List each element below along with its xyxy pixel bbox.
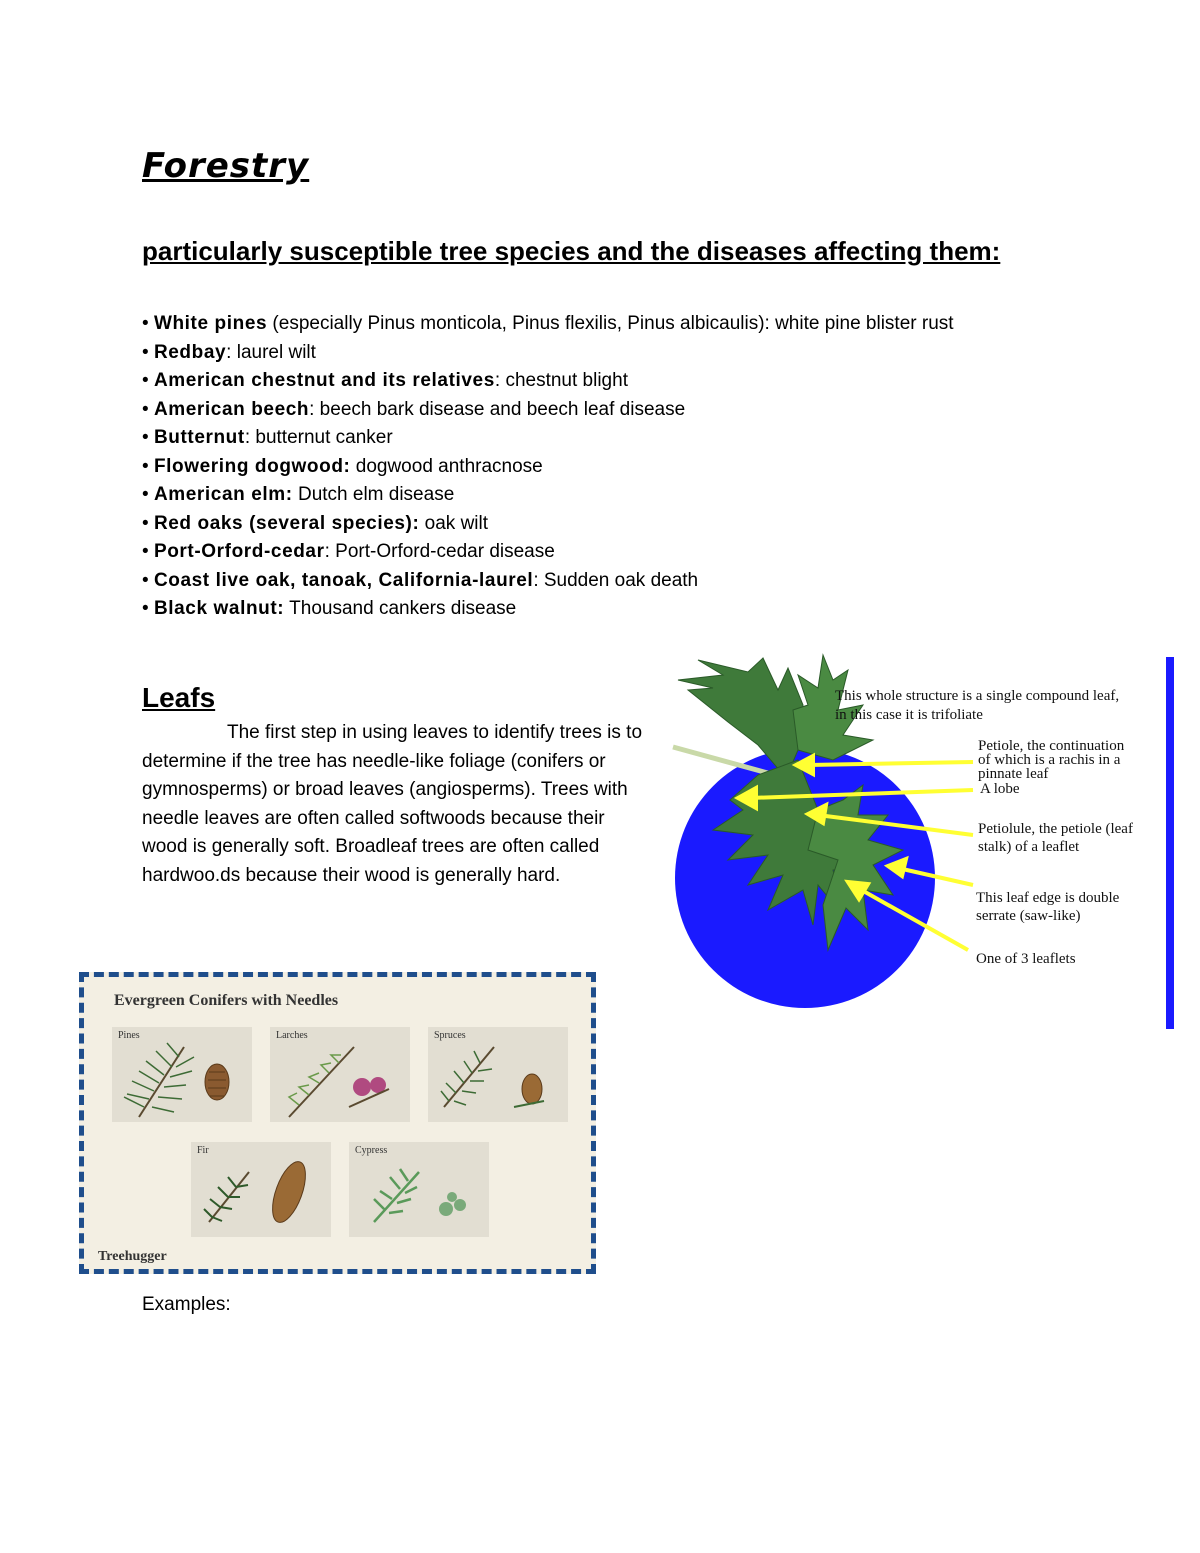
label-compound-leaf-1: This whole structure is a single compound leaf, bbox=[835, 688, 1120, 704]
page-title: Forestry bbox=[142, 146, 310, 186]
panel-cypress bbox=[349, 1142, 489, 1237]
list-item: • Flowering dogwood: dogwood anthracnose bbox=[142, 455, 543, 477]
conifers-title: Evergreen Conifers with Needles bbox=[114, 992, 339, 1009]
panel-pines bbox=[112, 1027, 252, 1122]
panel-larches bbox=[270, 1027, 410, 1122]
list-item: • White pines (especially Pinus monticola, Pinus flexilis, Pinus albicaulis): white pine blister rust bbox=[142, 313, 954, 334]
list-item: • Red oaks (several species): oak wilt bbox=[142, 512, 489, 534]
treehugger-logo: Treehugger bbox=[98, 1249, 167, 1264]
list-item: • Redbay: laurel wilt bbox=[142, 341, 316, 363]
list-item: • Black walnut: Thousand cankers disease bbox=[142, 598, 517, 619]
svg-text:Larches: Larches bbox=[276, 1030, 308, 1041]
conifers-figure bbox=[79, 972, 596, 1274]
list-item: • Butternut: butternut canker bbox=[142, 427, 393, 448]
svg-text:Pines: Pines bbox=[118, 1030, 140, 1041]
svg-text:Spruces: Spruces bbox=[434, 1030, 466, 1041]
svg-text:A lobe: A lobe bbox=[980, 781, 1020, 797]
examples-label: Examples: bbox=[142, 1294, 231, 1315]
list-item: • American elm: Dutch elm disease bbox=[142, 484, 455, 505]
list-item: • American chestnut and its relatives: chestnut blight bbox=[142, 370, 628, 391]
svg-text:Petiole, the continuationof wh: Petiole, the continuation of which is a rachis in a pinnate leaf bbox=[978, 738, 1125, 782]
species-list bbox=[142, 310, 972, 624]
svg-text:One of 3 leaflets: One of 3 leaflets bbox=[976, 951, 1076, 967]
svg-text:Petiolule, the petiole (leafst: Petiolule, the petiole (leaf stalk) of a leaflet bbox=[978, 821, 1133, 855]
conifers-illustration bbox=[84, 977, 591, 1269]
svg-text:This leaf edge is doubleserrat: This leaf edge is double serrate (saw-like) bbox=[976, 890, 1120, 924]
list-item: • American beech: beech bark disease and beech leaf disease bbox=[142, 398, 686, 420]
label-compound-leaf-2: in this case it is trifoliate bbox=[835, 707, 983, 723]
panel-fir bbox=[191, 1142, 331, 1237]
leafs-heading: Leafs bbox=[142, 682, 216, 713]
leafs-paragraph: The first step in using leaves to identify trees is to determine if the tree has needle-like foliage (conifers or gymnosperms) or broad leaves (angiosperms). Trees with needle leaves are often called softwoods because their wood is generally soft. Broadleaf trees are often called hardwoo.ds because their wood is generally hard. bbox=[142, 722, 643, 886]
svg-text:Cypress: Cypress bbox=[355, 1145, 388, 1156]
side-bar bbox=[1166, 657, 1174, 1029]
svg-text:Fir: Fir bbox=[197, 1145, 209, 1156]
compound-leaf-diagram bbox=[668, 650, 1178, 1035]
panel-spruces bbox=[428, 1027, 568, 1122]
svg-text:This whole structure is a sing bbox=[835, 688, 1119, 723]
section-subtitle: particularly susceptible tree species and the diseases affecting them: bbox=[142, 236, 1001, 266]
list-item: • Coast live oak, tanoak, California-laurel: Sudden oak death bbox=[142, 569, 699, 591]
list-item: • Port-Orford-cedar: Port-Orford-cedar disease bbox=[142, 541, 555, 562]
